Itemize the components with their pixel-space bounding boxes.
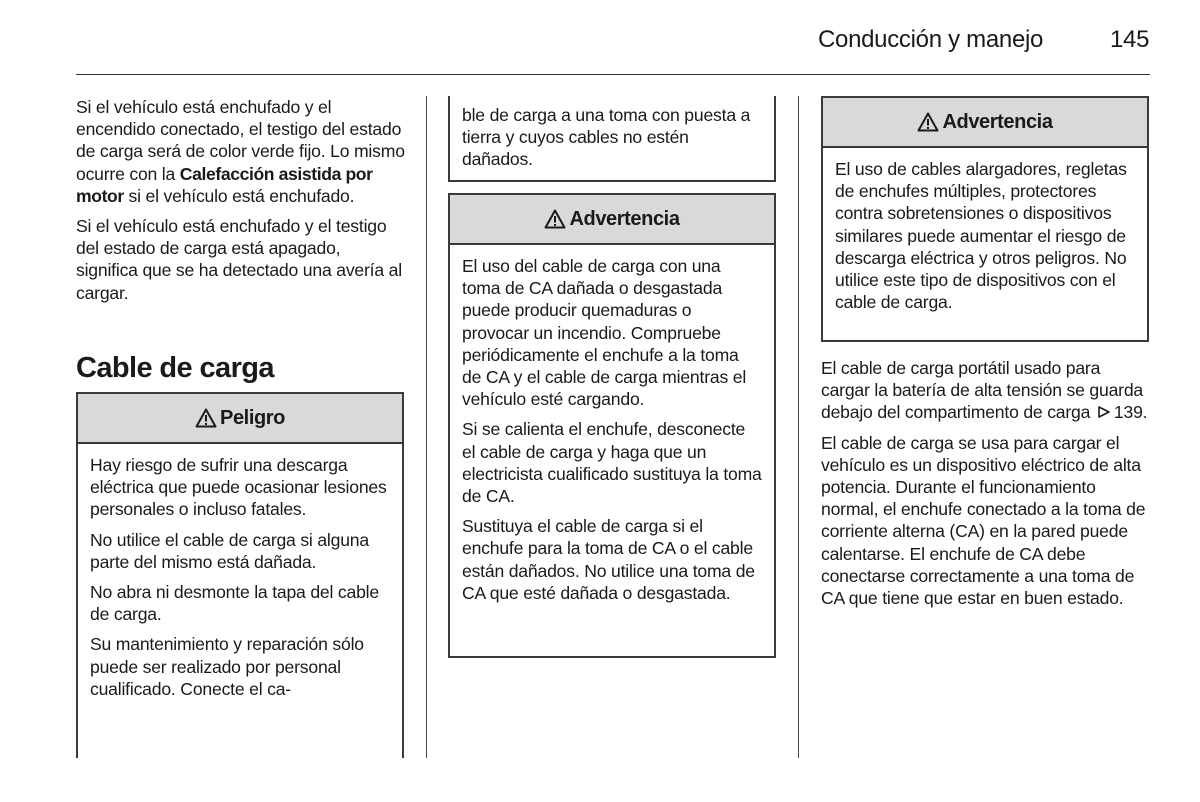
warning-box-title: Advertencia: [569, 207, 680, 230]
warning-box-header: [823, 98, 1147, 148]
continuation-box: [448, 96, 776, 182]
warning-triangle-icon: [917, 112, 939, 132]
paragraph: [76, 96, 406, 207]
warning-triangle-icon: [544, 209, 566, 229]
danger-paragraph: Su mantenimiento y reparación sólo puede ser realizado por personal cualificado. Conecte el ca-: [90, 634, 364, 699]
page-reference-arrow-icon: [1097, 405, 1111, 419]
column-3-text: [821, 357, 1151, 617]
warning-box: [821, 96, 1149, 342]
warning-box-body: [450, 245, 774, 604]
continuation-box-body: [450, 96, 774, 171]
warning-paragraph: El uso del cable de carga con una toma de CA dañada o desgastada puede producir quemaduras o provocar un incendio. Compruebe periódicamente el enchufe a la toma de CA y el cable de carga mientras el vehículo esté cargando.: [462, 256, 747, 410]
danger-box-title: Peligro: [220, 406, 285, 429]
warning-paragraph: El uso de cables alargadores, regletas de enchufes múltiples, protectores contra sobretensiones o dispositivos similares puede aumentar el riesgo de descarga eléctrica y otros peligros. No utilice este tipo de dispositivos con el cable de carga.: [835, 159, 1127, 313]
danger-box-header: [78, 394, 402, 444]
paragraph: Si el vehículo está enchufado y el testigo del estado de carga está apagado, significa que se ha detectado una avería al cargar.: [76, 216, 402, 303]
header-rule: [76, 74, 1150, 75]
danger-box: [76, 392, 404, 758]
danger-box-body: [78, 444, 402, 700]
paragraph: El cable de carga se usa para cargar el vehículo es un dispositivo eléctrico de alta potencia. Durante el funcionamiento normal, el enchufe conectado a la toma de corriente alterna (CA) en la pared puede calentarse. El enchufe de CA debe conectarse correctamente a una toma de CA que tiene que estar en buen estado.: [821, 432, 1146, 609]
danger-paragraph: No abra ni desmonte la tapa del cable de carga.: [90, 582, 379, 625]
warning-box-header: [450, 195, 774, 245]
paragraph-text: Si el vehículo está enchufado y el encendido conectado, el testigo del estado de carga será de color verde fijo. Lo mismo ocurre con la: [76, 97, 405, 184]
page-reference[interactable]: 139.: [1113, 402, 1148, 423]
warning-box-title: Advertencia: [942, 110, 1053, 133]
danger-paragraph: No utilice el cable de carga si alguna parte del mismo está dañada.: [90, 529, 369, 572]
paragraph-text: si el vehículo está enchufado.: [123, 185, 355, 206]
paragraph: [821, 357, 1151, 424]
column-divider: [798, 96, 799, 758]
warning-box: [448, 193, 776, 658]
column-1: [76, 96, 406, 312]
danger-paragraph: Hay riesgo de sufrir una descarga eléctrica que puede ocasionar lesiones personales o incluso fatales.: [90, 455, 387, 520]
column-divider: [426, 96, 427, 758]
paragraph-text: El cable de carga portátil usado para cargar la batería de alta tensión se guarda debajo del compartimento de carga: [821, 358, 1143, 423]
warning-paragraph: Si se calienta el enchufe, desconecte el cable de carga y haga que un electricista cualificado sustituya la toma de CA.: [462, 419, 762, 507]
continuation-text: ble de carga a una toma con puesta a tierra y cuyos cables no estén dañados.: [462, 105, 751, 170]
section-heading: Cable de carga: [76, 352, 274, 384]
chapter-title: Conducción y manejo: [818, 26, 1044, 53]
page-number: 145: [1110, 26, 1150, 53]
warning-box-body: [823, 148, 1147, 313]
warning-triangle-icon: [195, 408, 217, 428]
bold-term: Calefacción asistida por motor: [76, 163, 373, 206]
warning-paragraph: Sustituya el cable de carga si el enchufe para la toma de CA o el cable están dañados. No utilice una toma de CA que esté dañada o desgastada.: [462, 516, 755, 603]
